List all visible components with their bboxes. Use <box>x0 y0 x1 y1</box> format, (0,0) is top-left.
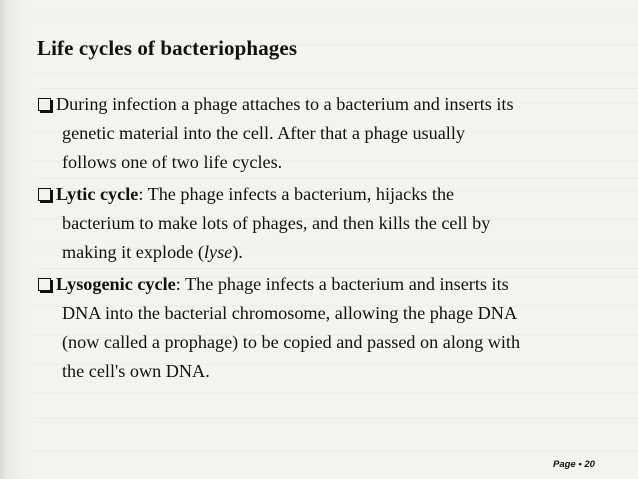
term-lyse: lyse <box>203 242 233 262</box>
checkbox-bullet-icon <box>38 188 51 201</box>
notebook-left-edge <box>0 0 28 479</box>
bullet-line <box>38 90 608 119</box>
page-label: Page <box>553 459 576 470</box>
bullet-line <box>38 238 608 267</box>
bullet-text: making it explode ( <box>62 242 204 262</box>
bullet-line <box>38 270 608 299</box>
bullet-line: the cell's own DNA. <box>62 361 210 381</box>
bullet-text: : The phage infects a bacterium, hijacks the <box>138 184 455 204</box>
bullet-lytic-cycle <box>38 180 608 267</box>
bullet-line: (now called a prophage) to be copied and passed on along with <box>62 332 521 352</box>
ruled-line <box>38 268 638 269</box>
bullet-text: During infection a phage attaches to a bacterium and inserts its <box>56 94 514 114</box>
ruled-line <box>38 88 638 89</box>
slide-title: Life cycles of bacteriophages <box>37 36 298 60</box>
ruled-line <box>38 418 638 419</box>
bullet-infection <box>38 90 608 177</box>
checkbox-bullet-icon <box>38 278 51 291</box>
bullet-line: genetic material into the cell. After that a phage usually <box>62 123 466 143</box>
bullet-line: DNA into the bacterial chromosome, allowing the phage DNA <box>62 303 518 323</box>
bullet-text: : The phage infects a bacterium and inserts its <box>175 274 509 294</box>
page-number: 20 <box>584 459 595 470</box>
page-footer <box>553 459 595 470</box>
term-lysogenic-cycle: Lysogenic cycle <box>56 274 176 294</box>
bullet-text: ). <box>232 242 243 262</box>
bullet-line: follows one of two life cycles. <box>62 152 283 172</box>
bullet-line <box>38 180 608 209</box>
term-lytic-cycle: Lytic cycle <box>56 184 139 204</box>
bullet-line: bacterium to make lots of phages, and then kills the cell by <box>62 213 491 233</box>
checkbox-bullet-icon <box>38 98 51 111</box>
ruled-line <box>38 178 638 179</box>
page-separator: • <box>578 459 582 470</box>
bullet-lysogenic-cycle <box>38 270 608 386</box>
